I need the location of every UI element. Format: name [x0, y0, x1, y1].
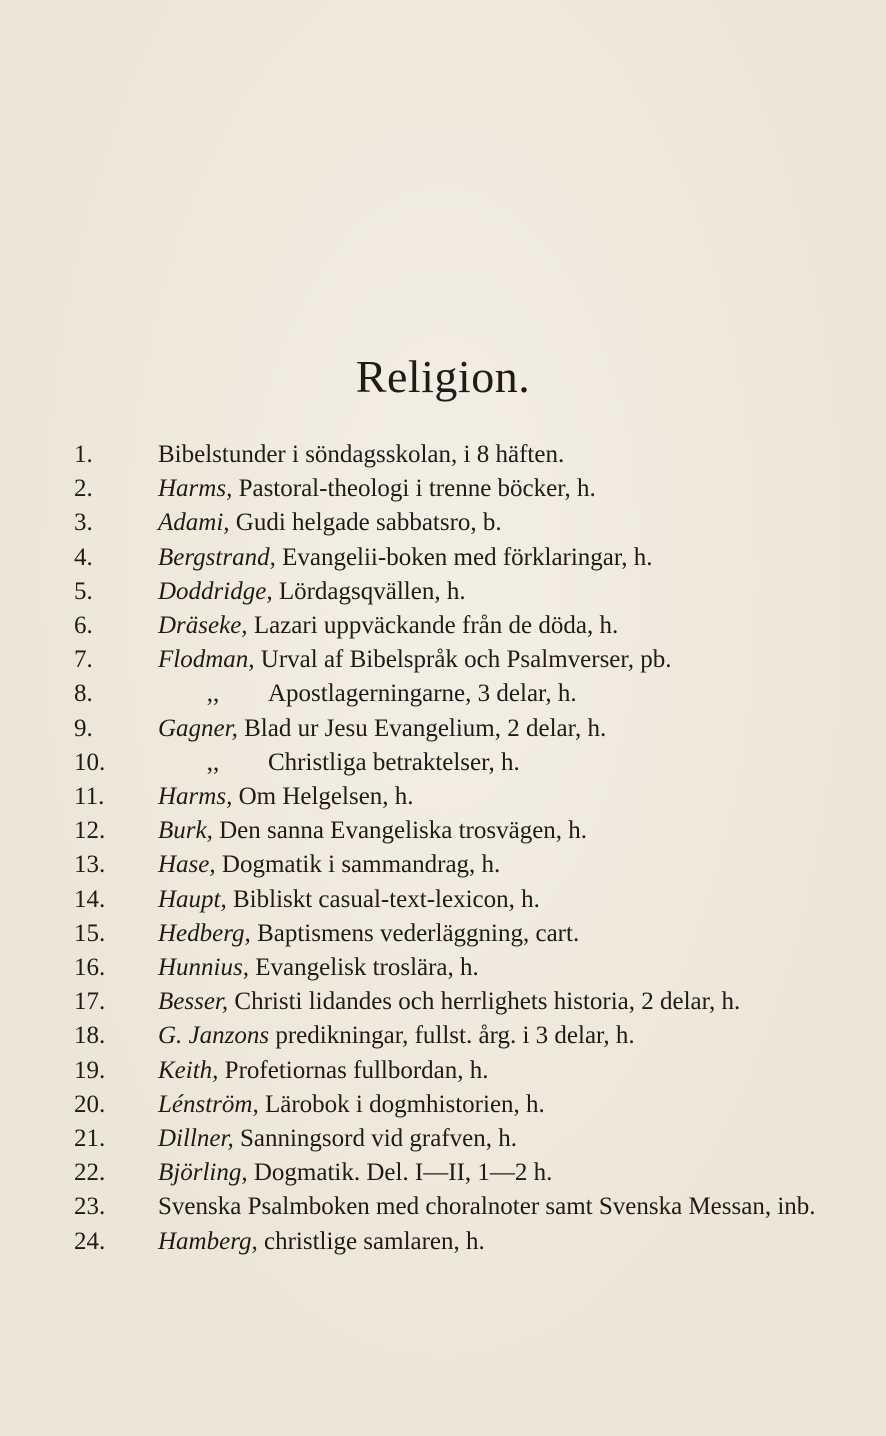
entry-title: Profetiornas fullbordan, h. [224, 1056, 489, 1084]
list-item [74, 1190, 834, 1224]
entry-number-cell [74, 917, 158, 951]
entry-number: 8. [74, 680, 93, 708]
entry-number: 11. [74, 783, 105, 811]
list-item [74, 1225, 834, 1259]
entry-title: Dogmatik. Del. I—II, 1—2 h. [253, 1159, 553, 1187]
entry-number: 10. [74, 748, 106, 776]
entry-author: Hamberg, [158, 1227, 258, 1255]
entry-author: Björling, [158, 1159, 248, 1187]
entry-author: Burk, [158, 817, 213, 845]
entry-body [158, 883, 834, 917]
entry-number-cell [74, 1054, 158, 1088]
entry-number: 21. [74, 1125, 106, 1153]
entry-number: 7. [74, 646, 93, 674]
entry-body [158, 1122, 834, 1156]
list-item [74, 506, 834, 540]
entry-title: Om Helgelsen, h. [238, 783, 414, 811]
entry-number: 6. [74, 612, 93, 640]
entry-title: Pastoral-theologi i trenne böcker, h. [238, 475, 596, 503]
entry-number: 13. [74, 851, 106, 879]
entry-title: Urval af Bibelspråk och Psalmverser, pb. [260, 646, 672, 674]
entry-body [158, 1225, 834, 1259]
entry-body [158, 848, 834, 882]
entry-body [158, 951, 834, 985]
list-item [74, 1019, 834, 1053]
entry-body [158, 643, 834, 677]
entry-author: Hedberg, [158, 919, 251, 947]
entry-title: Baptismens vederläggning, cart. [257, 919, 580, 947]
entry-title: Christi lidandes och herrlighets historia, 2 delar, h. [234, 988, 741, 1016]
list-item [74, 780, 834, 814]
entry-title: Evangelisk troslära, h. [255, 954, 479, 982]
entry-body [158, 575, 834, 609]
entry-number: 22. [74, 1159, 106, 1187]
list-item [74, 1088, 834, 1122]
list-item [74, 1054, 834, 1088]
list-item [74, 883, 834, 917]
entry-number-cell [74, 1225, 158, 1259]
entry-body [158, 609, 834, 643]
entry-number-cell [74, 951, 158, 985]
list-item [74, 985, 834, 1019]
entry-body [158, 438, 834, 472]
entry-number-cell [74, 643, 158, 677]
entry-number: 14. [74, 885, 106, 913]
entry-number-cell [74, 1088, 158, 1122]
entry-number-cell [74, 1156, 158, 1190]
entry-body [158, 985, 834, 1019]
entry-author: Doddridge, [158, 577, 273, 605]
entry-number: 4. [74, 543, 93, 571]
entry-number-cell [74, 1122, 158, 1156]
entry-number: 5. [74, 577, 93, 605]
entry-title: Bibliskt casual-text-lexicon, h. [233, 885, 540, 913]
entry-author: Haupt, [158, 885, 227, 913]
entry-number-cell [74, 848, 158, 882]
entry-body [158, 677, 834, 711]
entry-number: 1. [74, 441, 93, 468]
entry-number: 17. [74, 988, 106, 1016]
entry-author: Gagner, [158, 714, 238, 742]
entry-body [158, 1054, 834, 1088]
entry-body [158, 1190, 834, 1224]
entry-number-cell [74, 814, 158, 848]
entry-author: Bergstrand, [158, 543, 276, 571]
list-item [74, 472, 834, 506]
entry-body [158, 780, 834, 814]
entry-author: Harms, [158, 783, 233, 811]
entry-title: Den sanna Evangeliska trosvägen, h. [219, 817, 588, 845]
list-item [74, 643, 834, 677]
entry-author: Flodman, [158, 646, 255, 674]
ditto-mark: ,, [206, 748, 220, 776]
entry-author: Lénström, [158, 1090, 259, 1118]
section-heading: Religion. [355, 351, 531, 402]
entry-number-cell [74, 438, 158, 472]
entry-body [158, 506, 834, 540]
entry-number-cell [74, 883, 158, 917]
entry-author: Dräseke, [158, 612, 248, 640]
entry-number-cell [74, 712, 158, 746]
list-item [74, 951, 834, 985]
entry-body [158, 472, 834, 506]
entry-number-cell [74, 472, 158, 506]
list-item [74, 917, 834, 951]
entry-number-cell [74, 1019, 158, 1053]
entry-title: Svenska Psalmboken med choralnoter samt Svenska Messan, inb. [158, 1193, 816, 1221]
entry-title: Apostlagerningarne, 3 delar, h. [268, 680, 577, 708]
entry-number: 3. [74, 509, 93, 537]
entry-title: Sanningsord vid grafven, h. [239, 1125, 517, 1153]
entry-number-cell [74, 746, 158, 780]
list-item [74, 438, 834, 472]
entry-title: Lördagsqvällen, h. [278, 577, 466, 605]
entry-title: Christliga betraktelser, h. [268, 748, 520, 776]
entry-body [158, 541, 834, 575]
entry-author: Harms, [158, 475, 233, 503]
entry-body [158, 917, 834, 951]
list-item [74, 746, 834, 780]
entry-number: 16. [74, 954, 106, 982]
entry-number-cell [74, 1190, 158, 1224]
entry-title: predikningar, fullst. årg. i 3 delar, h. [275, 1022, 635, 1050]
entry-number: 12. [74, 817, 106, 845]
list-item [74, 1156, 834, 1190]
entry-body [158, 712, 834, 746]
entry-number: 24. [74, 1227, 106, 1255]
list-item [74, 712, 834, 746]
ditto-mark: ,, [206, 680, 220, 708]
entry-number-cell [74, 780, 158, 814]
entry-author: Hunnius, [158, 954, 249, 982]
entry-number: 23. [74, 1193, 106, 1221]
entry-title: Lärobok i dogmhistorien, h. [264, 1090, 545, 1118]
entry-author: G. Janzons [158, 1022, 270, 1050]
list-item [74, 677, 834, 711]
entry-author: Besser, [158, 988, 229, 1016]
entry-number: 15. [74, 919, 106, 947]
entry-title: christlige samlaren, h. [264, 1227, 485, 1255]
entry-number-cell [74, 609, 158, 643]
entry-title: Blad ur Jesu Evangelium, 2 delar, h. [244, 714, 607, 742]
entry-body [158, 1088, 834, 1122]
entry-number: 20. [74, 1090, 106, 1118]
list-item [74, 848, 834, 882]
entry-author: Dillner, [158, 1125, 234, 1153]
entry-number: 9. [74, 714, 93, 742]
entry-title: Gudi helgade sabbatsro, b. [235, 509, 502, 537]
list-item [74, 814, 834, 848]
entry-number: 19. [74, 1056, 106, 1084]
entry-number-cell [74, 985, 158, 1019]
entry-number: 2. [74, 475, 93, 503]
entry-body [158, 1019, 834, 1053]
list-item [74, 541, 834, 575]
entry-list [74, 438, 834, 1259]
entry-number-cell [74, 541, 158, 575]
entry-body [158, 746, 834, 780]
entry-title: Lazari uppväckande från de döda, h. [253, 612, 619, 640]
entry-number-cell [74, 677, 158, 711]
entry-number: 18. [74, 1022, 106, 1050]
entry-title: Dogmatik i sammandrag, h. [221, 851, 501, 879]
entry-author: Adami, [158, 509, 230, 537]
entry-author: Keith, [158, 1056, 219, 1084]
entry-title: Evangelii-boken med förklaringar, h. [282, 543, 653, 571]
list-item [74, 1122, 834, 1156]
entry-number-cell [74, 575, 158, 609]
entry-body [158, 1156, 834, 1190]
entry-title: Bibelstunder i söndagsskolan, i 8 häften. [158, 441, 565, 468]
list-item [74, 575, 834, 609]
list-item [74, 609, 834, 643]
entry-number-cell [74, 506, 158, 540]
entry-body [158, 814, 834, 848]
entry-author: Hase, [158, 851, 216, 879]
